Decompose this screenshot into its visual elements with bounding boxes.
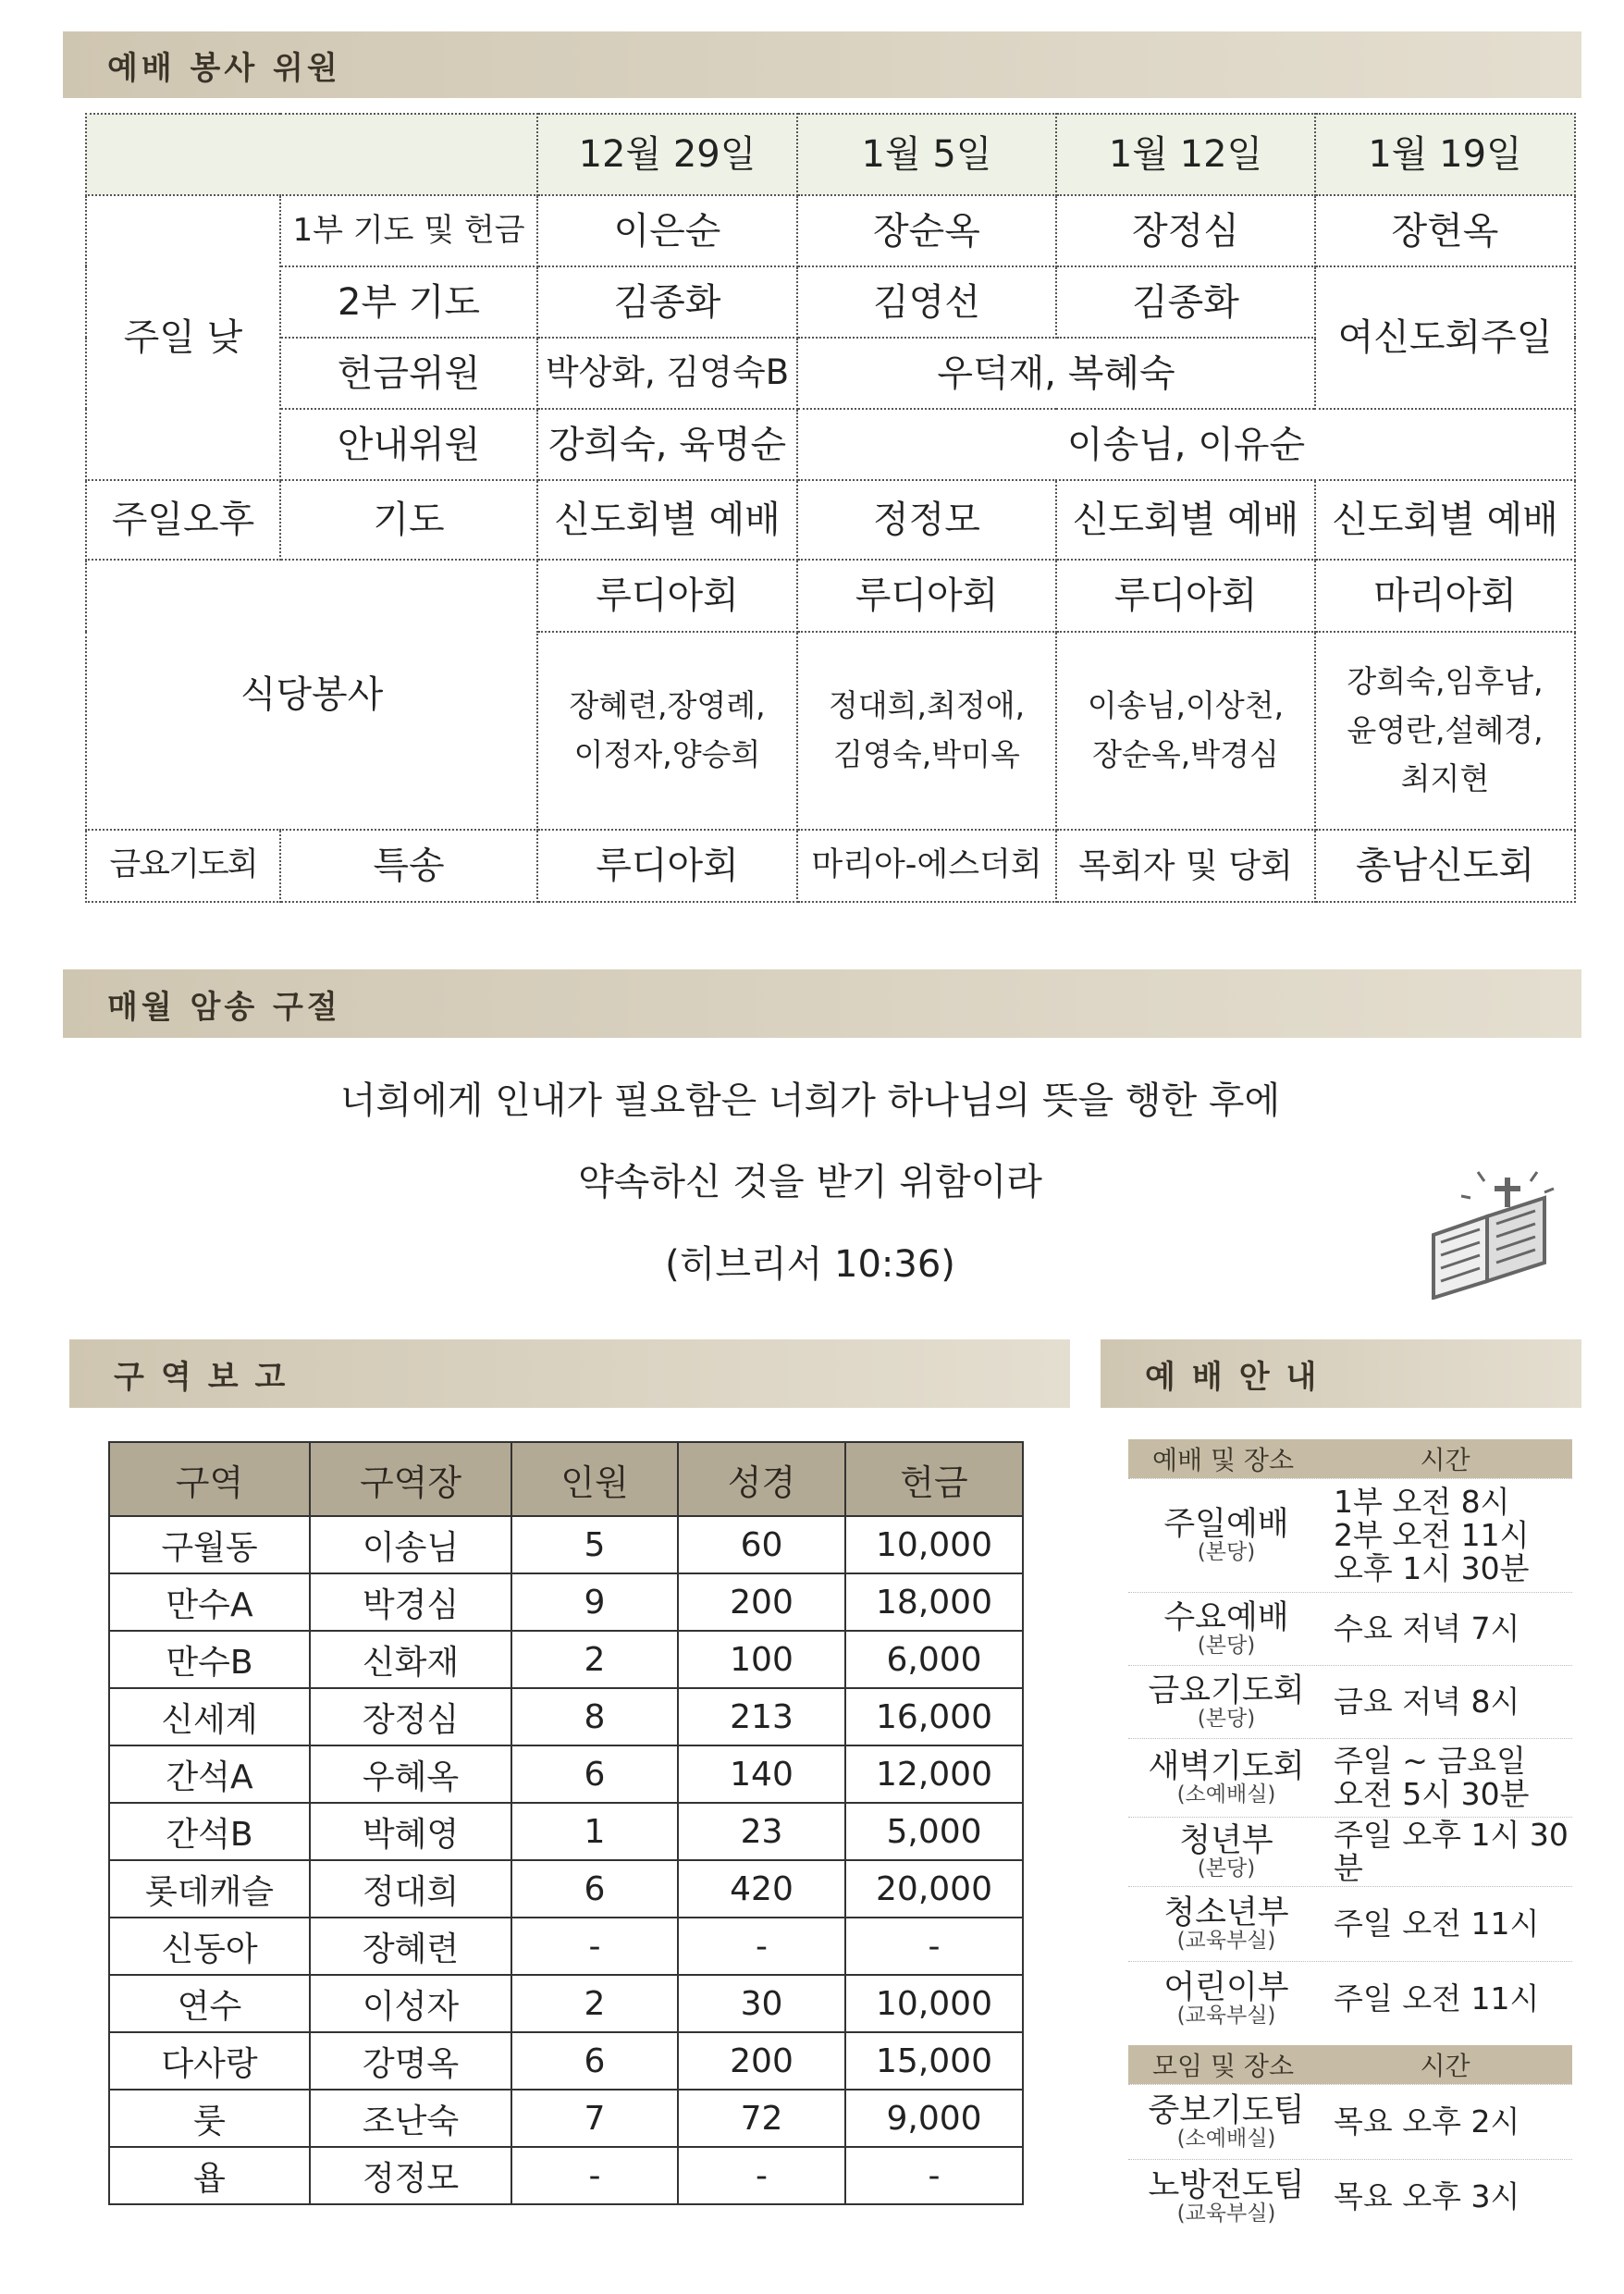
service-place: (본당) (1197, 1540, 1256, 1565)
table-cell: 23 (678, 1803, 845, 1860)
table-cell: 16,000 (845, 1688, 1023, 1745)
table-cell: 20,000 (845, 1860, 1023, 1918)
guide-section-title (1101, 1339, 1581, 1408)
service-title: 새벽기도회 (1148, 1747, 1305, 1785)
table-cell: 이은순 (537, 195, 797, 266)
service-name (1128, 2091, 1324, 2152)
role-label: 특송 (280, 830, 537, 902)
district-table (108, 1441, 1024, 2205)
table-cell: 장혜련 (310, 1918, 511, 1975)
table-cell: 루디아회 (537, 830, 797, 902)
guide-header-label: 시간 (1420, 1445, 1470, 1475)
member-line: 윤영란,설혜경, (1347, 711, 1544, 748)
service-place: (소예배실) (1176, 2127, 1276, 2152)
service-name (1128, 1968, 1324, 2029)
table-row (109, 1860, 1023, 1918)
table-cell: 구월동 (109, 1516, 310, 1573)
service-name (1128, 1671, 1324, 1732)
time-line: 금요 저녁 8시 (1334, 1683, 1520, 1720)
table-cell: 박혜영 (310, 1803, 511, 1860)
district-section-title (69, 1339, 1070, 1408)
table-cell: 6 (511, 2032, 678, 2090)
table-cell: 5 (511, 1516, 678, 1573)
table-row (109, 1803, 1023, 1860)
column-header: 인원 (511, 1442, 678, 1516)
table-cell: 장정심 (1056, 195, 1315, 266)
table-cell: 신세계 (109, 1688, 310, 1745)
table-cell: 장현옥 (1315, 195, 1575, 266)
column-header: 성경 (678, 1442, 845, 1516)
date-header: 12월 29일 (537, 114, 797, 195)
service-name (1128, 2166, 1324, 2226)
womens-sunday-cell: 여신도회주일 (1315, 266, 1575, 409)
table-row (109, 1975, 1023, 2032)
service-title: 수요예배 (1163, 1598, 1289, 1636)
table-cell: 목회자 및 당회 (1056, 830, 1315, 902)
table-cell: - (845, 1918, 1023, 1975)
service-time (1324, 2177, 1572, 2214)
table-cell: 룻 (109, 2090, 310, 2147)
kitchen-label: 식당봉사 (86, 560, 537, 830)
table-cell: 조난숙 (310, 2090, 511, 2147)
guide-row (1128, 1738, 1572, 1817)
service-title: 중보기도팀 (1148, 2091, 1305, 2129)
table-cell: 루디아회 (797, 560, 1056, 632)
table-cell: 정정모 (310, 2147, 511, 2204)
table-cell (537, 632, 797, 830)
table-cell: 신동아 (109, 1918, 310, 1975)
table-row (109, 2090, 1023, 2147)
table-cell: 신도회별 예배 (1056, 480, 1315, 560)
table-cell: 10,000 (845, 1975, 1023, 2032)
table-cell: - (511, 1918, 678, 1975)
time-line: 주일 오전 11시 (1334, 1905, 1540, 1942)
worship-guide (1128, 1439, 1572, 2234)
table-row (109, 1688, 1023, 1745)
table-row (86, 409, 1575, 480)
bible-icon (1415, 1170, 1563, 1300)
table-cell: 6,000 (845, 1631, 1023, 1688)
table-row (109, 1516, 1023, 1573)
verse-reference: (히브리서 10:36) (665, 1243, 955, 1286)
table-row (86, 195, 1575, 266)
member-line: 이정자,양승희 (573, 736, 761, 772)
role-label: 2부 기도 (280, 266, 537, 338)
duty-table (85, 113, 1576, 903)
member-line: 정대희,최정애, (828, 687, 1026, 724)
date-header: 1월 5일 (797, 114, 1056, 195)
table-cell: 1 (511, 1803, 678, 1860)
table-row (86, 266, 1575, 338)
table-row (86, 560, 1575, 632)
guide-row (1128, 1665, 1572, 1738)
table-cell: 욥 (109, 2147, 310, 2204)
time-line: 수요 저녁 7시 (1334, 1610, 1520, 1646)
column-header: 헌금 (845, 1442, 1023, 1516)
role-label: 헌금위원 (280, 338, 537, 409)
time-line: 1부 오전 8시 (1334, 1483, 1510, 1520)
verse-section-title (63, 969, 1581, 1038)
role-label: 1부 기도 및 헌금 (280, 195, 537, 266)
service-place: (소예배실) (1176, 1782, 1276, 1807)
service-name (1128, 1821, 1324, 1881)
service-title: 주일예배 (1163, 1505, 1289, 1543)
table-cell: 60 (678, 1516, 845, 1573)
guide-row (1128, 2084, 1572, 2159)
table-cell: 이송님, 이유순 (797, 409, 1575, 480)
table-row (86, 480, 1575, 560)
service-time (1324, 1685, 1572, 1719)
table-cell: 420 (678, 1860, 845, 1918)
service-title: 어린이부 (1163, 1968, 1289, 2006)
table-cell: 롯데캐슬 (109, 1860, 310, 1918)
verse-title-text: 매월 암송 구절 (107, 988, 341, 1026)
role-label: 기도 (280, 480, 537, 560)
service-place: (교육부실) (1176, 1929, 1276, 1954)
table-cell: 12,000 (845, 1745, 1023, 1803)
table-cell: 만수A (109, 1573, 310, 1631)
time-line: 주일 오전 11시 (1334, 1980, 1540, 2016)
time-line: 목요 오후 3시 (1334, 2177, 1520, 2214)
guide-title-text: 예배안내 (1145, 1358, 1334, 1396)
guide-header (1128, 1439, 1572, 1478)
table-cell: 다사랑 (109, 2032, 310, 2090)
table-row (86, 830, 1575, 902)
date-header: 1월 19일 (1315, 114, 1575, 195)
table-cell: 2 (511, 1975, 678, 2032)
table-cell: - (678, 2147, 845, 2204)
service-time (1324, 2105, 1572, 2139)
table-cell: 김종화 (537, 266, 797, 338)
meeting-header (1128, 2045, 1572, 2084)
table-cell: 우혜옥 (310, 1745, 511, 1803)
table-cell: 9,000 (845, 2090, 1023, 2147)
table-cell: 신도회별 예배 (537, 480, 797, 560)
table-cell: 총남신도회 (1315, 830, 1575, 902)
guide-row (1128, 2159, 1572, 2234)
column-header: 구역장 (310, 1442, 511, 1516)
verse-line-2: 약속하신 것을 받기 위함이라 (578, 1161, 1042, 1203)
friday-prayer-label: 금요기도회 (86, 830, 280, 902)
table-cell: 100 (678, 1631, 845, 1688)
time-line: 목요 오후 2시 (1334, 2103, 1520, 2140)
table-cell: 213 (678, 1688, 845, 1745)
table-cell: 장정심 (310, 1688, 511, 1745)
table-cell: 마리아-에스더회 (797, 830, 1056, 902)
member-line: 장순옥,박경심 (1092, 736, 1279, 772)
table-cell: 정정모 (797, 480, 1056, 560)
time-line: 오후 1시 30분 (1334, 1550, 1530, 1587)
service-time (1324, 1742, 1572, 1812)
time-line: 주일 오후 1시 30분 (1334, 1816, 1569, 1886)
time-line: 2부 오전 11시 (1334, 1516, 1530, 1553)
table-cell: 이성자 (310, 1975, 511, 2032)
table-cell (797, 632, 1056, 830)
table-cell (1315, 632, 1575, 830)
member-line: 최지현 (1400, 760, 1490, 797)
table-cell: 강희숙, 육명순 (537, 409, 797, 480)
table-cell: 72 (678, 2090, 845, 2147)
guide-row (1128, 1478, 1572, 1592)
table-cell: 10,000 (845, 1516, 1023, 1573)
table-row (109, 2032, 1023, 2090)
column-header: 구역 (109, 1442, 310, 1516)
table-cell: 6 (511, 1860, 678, 1918)
table-cell: 박경심 (310, 1573, 511, 1631)
table-cell: 김영선 (797, 266, 1056, 338)
table-cell: 신도회별 예배 (1315, 480, 1575, 560)
table-cell: - (511, 2147, 678, 2204)
member-line: 강희숙,임후남, (1347, 662, 1544, 699)
table-cell: 2 (511, 1631, 678, 1688)
table-cell: 8 (511, 1688, 678, 1745)
service-place: (교육부실) (1176, 2004, 1276, 2029)
guide-row (1128, 1886, 1572, 1961)
table-cell: - (845, 2147, 1023, 2204)
duty-section-title (63, 31, 1581, 98)
table-row (109, 1918, 1023, 1975)
guide-header-label: 예배 및 장소 (1151, 1445, 1295, 1475)
service-place: (본당) (1197, 1707, 1256, 1732)
table-cell: 18,000 (845, 1573, 1023, 1631)
table-cell: 15,000 (845, 2032, 1023, 2090)
guide-row (1128, 1817, 1572, 1886)
service-name (1128, 1505, 1324, 1565)
guide-row (1128, 1961, 1572, 2036)
service-place: (본당) (1197, 1856, 1256, 1881)
member-line: 이송님,이상천, (1087, 687, 1285, 724)
service-name (1128, 1598, 1324, 1659)
table-cell: 정대희 (310, 1860, 511, 1918)
guide-row (1128, 1592, 1572, 1665)
sunday-afternoon-label: 주일오후 (86, 480, 280, 560)
service-title: 청소년부 (1163, 1893, 1289, 1931)
meeting-header-label: 시간 (1420, 2051, 1470, 2081)
service-place: (교육부실) (1176, 2202, 1276, 2226)
table-row (109, 1745, 1023, 1803)
date-header: 1월 12일 (1056, 114, 1315, 195)
table-cell: 200 (678, 1573, 845, 1631)
table-cell: 6 (511, 1745, 678, 1803)
table-cell: 간석A (109, 1745, 310, 1803)
role-label: 안내위원 (280, 409, 537, 480)
member-line: 김영숙,박미옥 (833, 736, 1020, 772)
service-title: 청년부 (1179, 1821, 1273, 1859)
district-title-text: 구역보고 (114, 1358, 302, 1396)
meeting-header-label: 모임 및 장소 (1151, 2051, 1295, 2081)
service-time (1324, 1982, 1572, 2016)
table-cell: 200 (678, 2032, 845, 2090)
table-cell: 루디아회 (537, 560, 797, 632)
table-cell: 강명옥 (310, 2032, 511, 2090)
service-time (1324, 1483, 1572, 1587)
table-cell (1056, 632, 1315, 830)
duty-title-text: 예배 봉사 위원 (107, 49, 341, 87)
header-corner (86, 114, 537, 195)
table-cell: 김종화 (1056, 266, 1315, 338)
table-row (86, 114, 1575, 195)
table-header-row (109, 1442, 1023, 1516)
table-cell: 5,000 (845, 1803, 1023, 1860)
table-cell: 신화재 (310, 1631, 511, 1688)
time-line: 주일 ~ 금요일 (1334, 1742, 1527, 1779)
table-cell: 간석B (109, 1803, 310, 1860)
table-cell: 마리아회 (1315, 560, 1575, 632)
table-row (109, 1631, 1023, 1688)
table-cell: 연수 (109, 1975, 310, 2032)
table-cell: - (678, 1918, 845, 1975)
sunday-day-label: 주일 낮 (86, 195, 280, 480)
member-line: 장혜련,장영례, (569, 687, 766, 724)
table-cell: 우덕재, 복혜숙 (797, 338, 1315, 409)
service-name (1128, 1747, 1324, 1807)
verse-line-1: 너희에게 인내가 필요함은 너희가 하나님의 뜻을 행한 후에 (339, 1079, 1281, 1122)
table-cell: 9 (511, 1573, 678, 1631)
table-cell: 만수B (109, 1631, 310, 1688)
table-cell: 이송님 (310, 1516, 511, 1573)
service-name (1128, 1893, 1324, 1954)
table-cell: 7 (511, 2090, 678, 2147)
table-row (109, 1573, 1023, 1631)
table-cell: 루디아회 (1056, 560, 1315, 632)
service-title: 금요기도회 (1148, 1671, 1305, 1709)
service-time (1324, 1907, 1572, 1941)
service-time (1324, 1612, 1572, 1646)
table-cell: 30 (678, 1975, 845, 2032)
service-title: 노방전도팀 (1148, 2166, 1305, 2204)
service-place: (본당) (1197, 1634, 1256, 1659)
table-row (109, 2147, 1023, 2204)
table-cell: 140 (678, 1745, 845, 1803)
table-cell: 장순옥 (797, 195, 1056, 266)
service-time (1324, 1816, 1572, 1886)
table-cell: 박상화, 김영숙B (537, 338, 797, 409)
time-line: 오전 5시 30분 (1334, 1776, 1530, 1812)
